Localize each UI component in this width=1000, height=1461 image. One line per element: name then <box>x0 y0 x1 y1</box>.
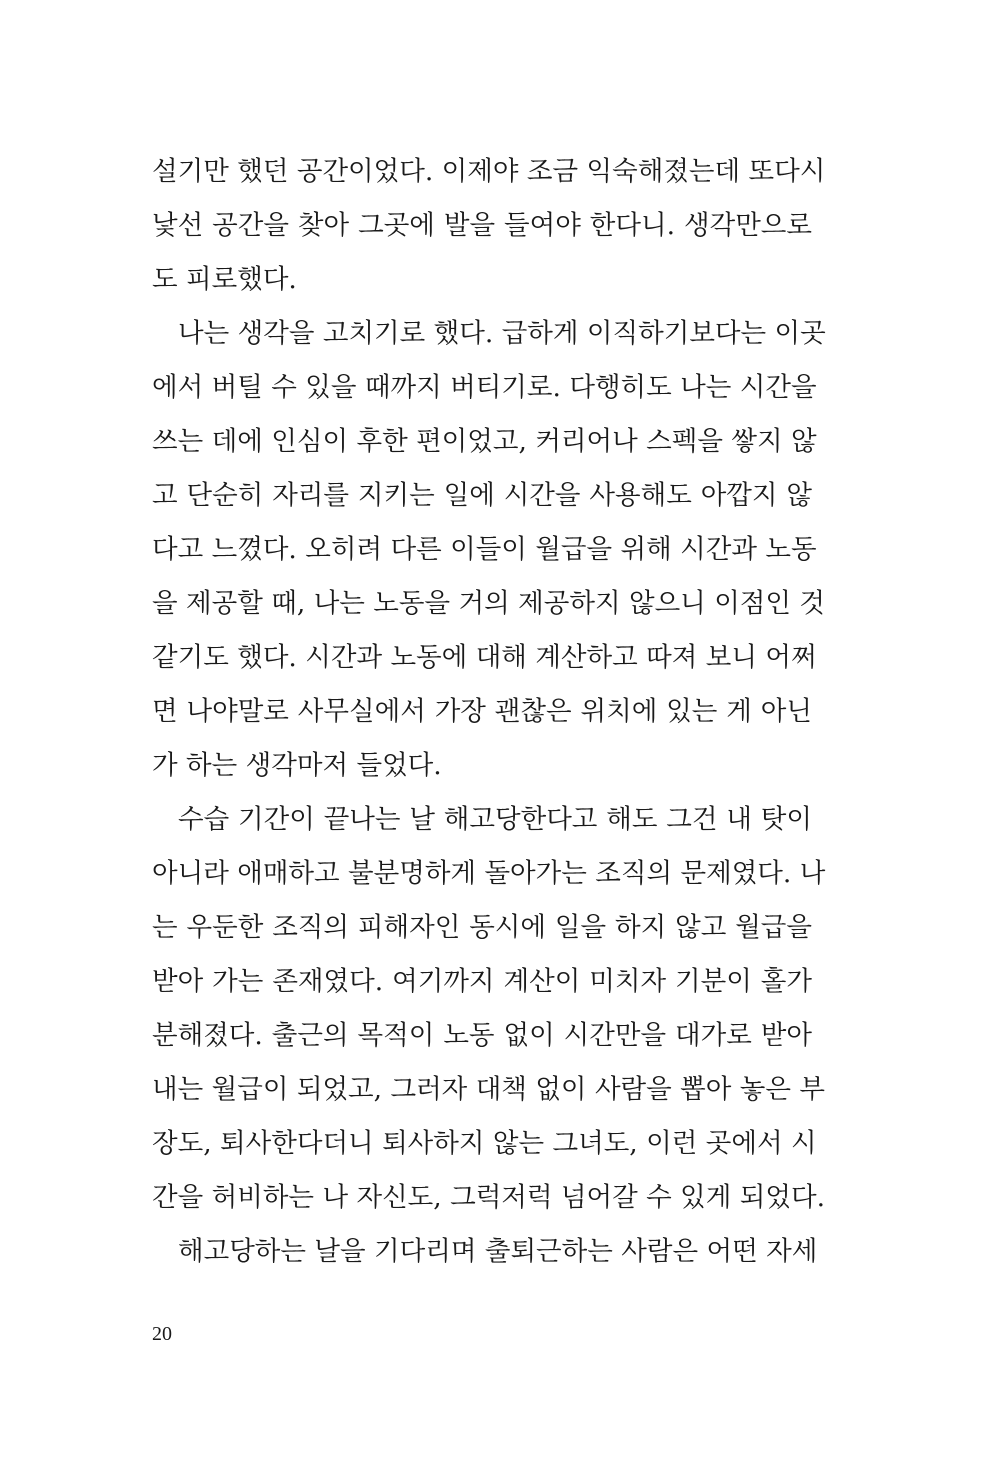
text-line: 설기만 했던 공간이었다. 이제야 조금 익숙해졌는데 또다시 <box>152 156 826 187</box>
text-line: 장도, 퇴사한다더니 퇴사하지 않는 그녀도, 이런 곳에서 시 <box>152 1128 817 1159</box>
text-line: 아니라 애매하고 불분명하게 돌아가는 조직의 문제였다. 나 <box>152 858 826 889</box>
text-line: 내는 월급이 되었고, 그러자 대책 없이 사람을 뽑아 놓은 부 <box>152 1074 826 1105</box>
text-line: 받아 가는 존재였다. 여기까지 계산이 미치자 기분이 홀가 <box>152 966 812 997</box>
text-line: 낯선 공간을 찾아 그곳에 발을 들여야 한다니. 생각만으로 <box>152 210 812 241</box>
text-line: 분해졌다. 출근의 목적이 노동 없이 시간만을 대가로 받아 <box>152 1020 812 1051</box>
text-line: 을 제공할 때, 나는 노동을 거의 제공하지 않으니 이점인 것 <box>152 588 826 619</box>
text-line: 면 나야말로 사무실에서 가장 괜찮은 위치에 있는 게 아닌 <box>152 696 812 727</box>
text-line: 는 우둔한 조직의 피해자인 동시에 일을 하지 않고 월급을 <box>152 912 812 943</box>
text-line: 고 단순히 자리를 지키는 일에 시간을 사용해도 아깝지 않 <box>152 480 812 511</box>
text-line: 다고 느꼈다. 오히려 다른 이들이 월급을 위해 시간과 노동 <box>152 534 817 565</box>
text-line: 같기도 했다. 시간과 노동에 대해 계산하고 따져 보니 어쩌 <box>152 642 817 673</box>
text-line: 수습 기간이 끝나는 날 해고당한다고 해도 그건 내 탓이 <box>178 804 812 835</box>
text-line: 가 하는 생각마저 들었다. <box>152 750 442 781</box>
body-text <box>152 145 826 1279</box>
text-line: 쓰는 데에 인심이 후한 편이었고, 커리어나 스펙을 쌓지 않 <box>152 426 817 457</box>
text-line: 나는 생각을 고치기로 했다. 급하게 이직하기보다는 이곳 <box>178 318 826 349</box>
text-line: 에서 버틸 수 있을 때까지 버티기로. 다행히도 나는 시간을 <box>152 372 817 403</box>
text-line: 해고당하는 날을 기다리며 출퇴근하는 사람은 어떤 자세 <box>178 1236 818 1267</box>
page-number: 20 <box>152 1323 172 1345</box>
text-line: 간을 허비하는 나 자신도, 그럭저럭 넘어갈 수 있게 되었다. <box>152 1182 826 1213</box>
text-line: 도 피로했다. <box>152 264 297 295</box>
